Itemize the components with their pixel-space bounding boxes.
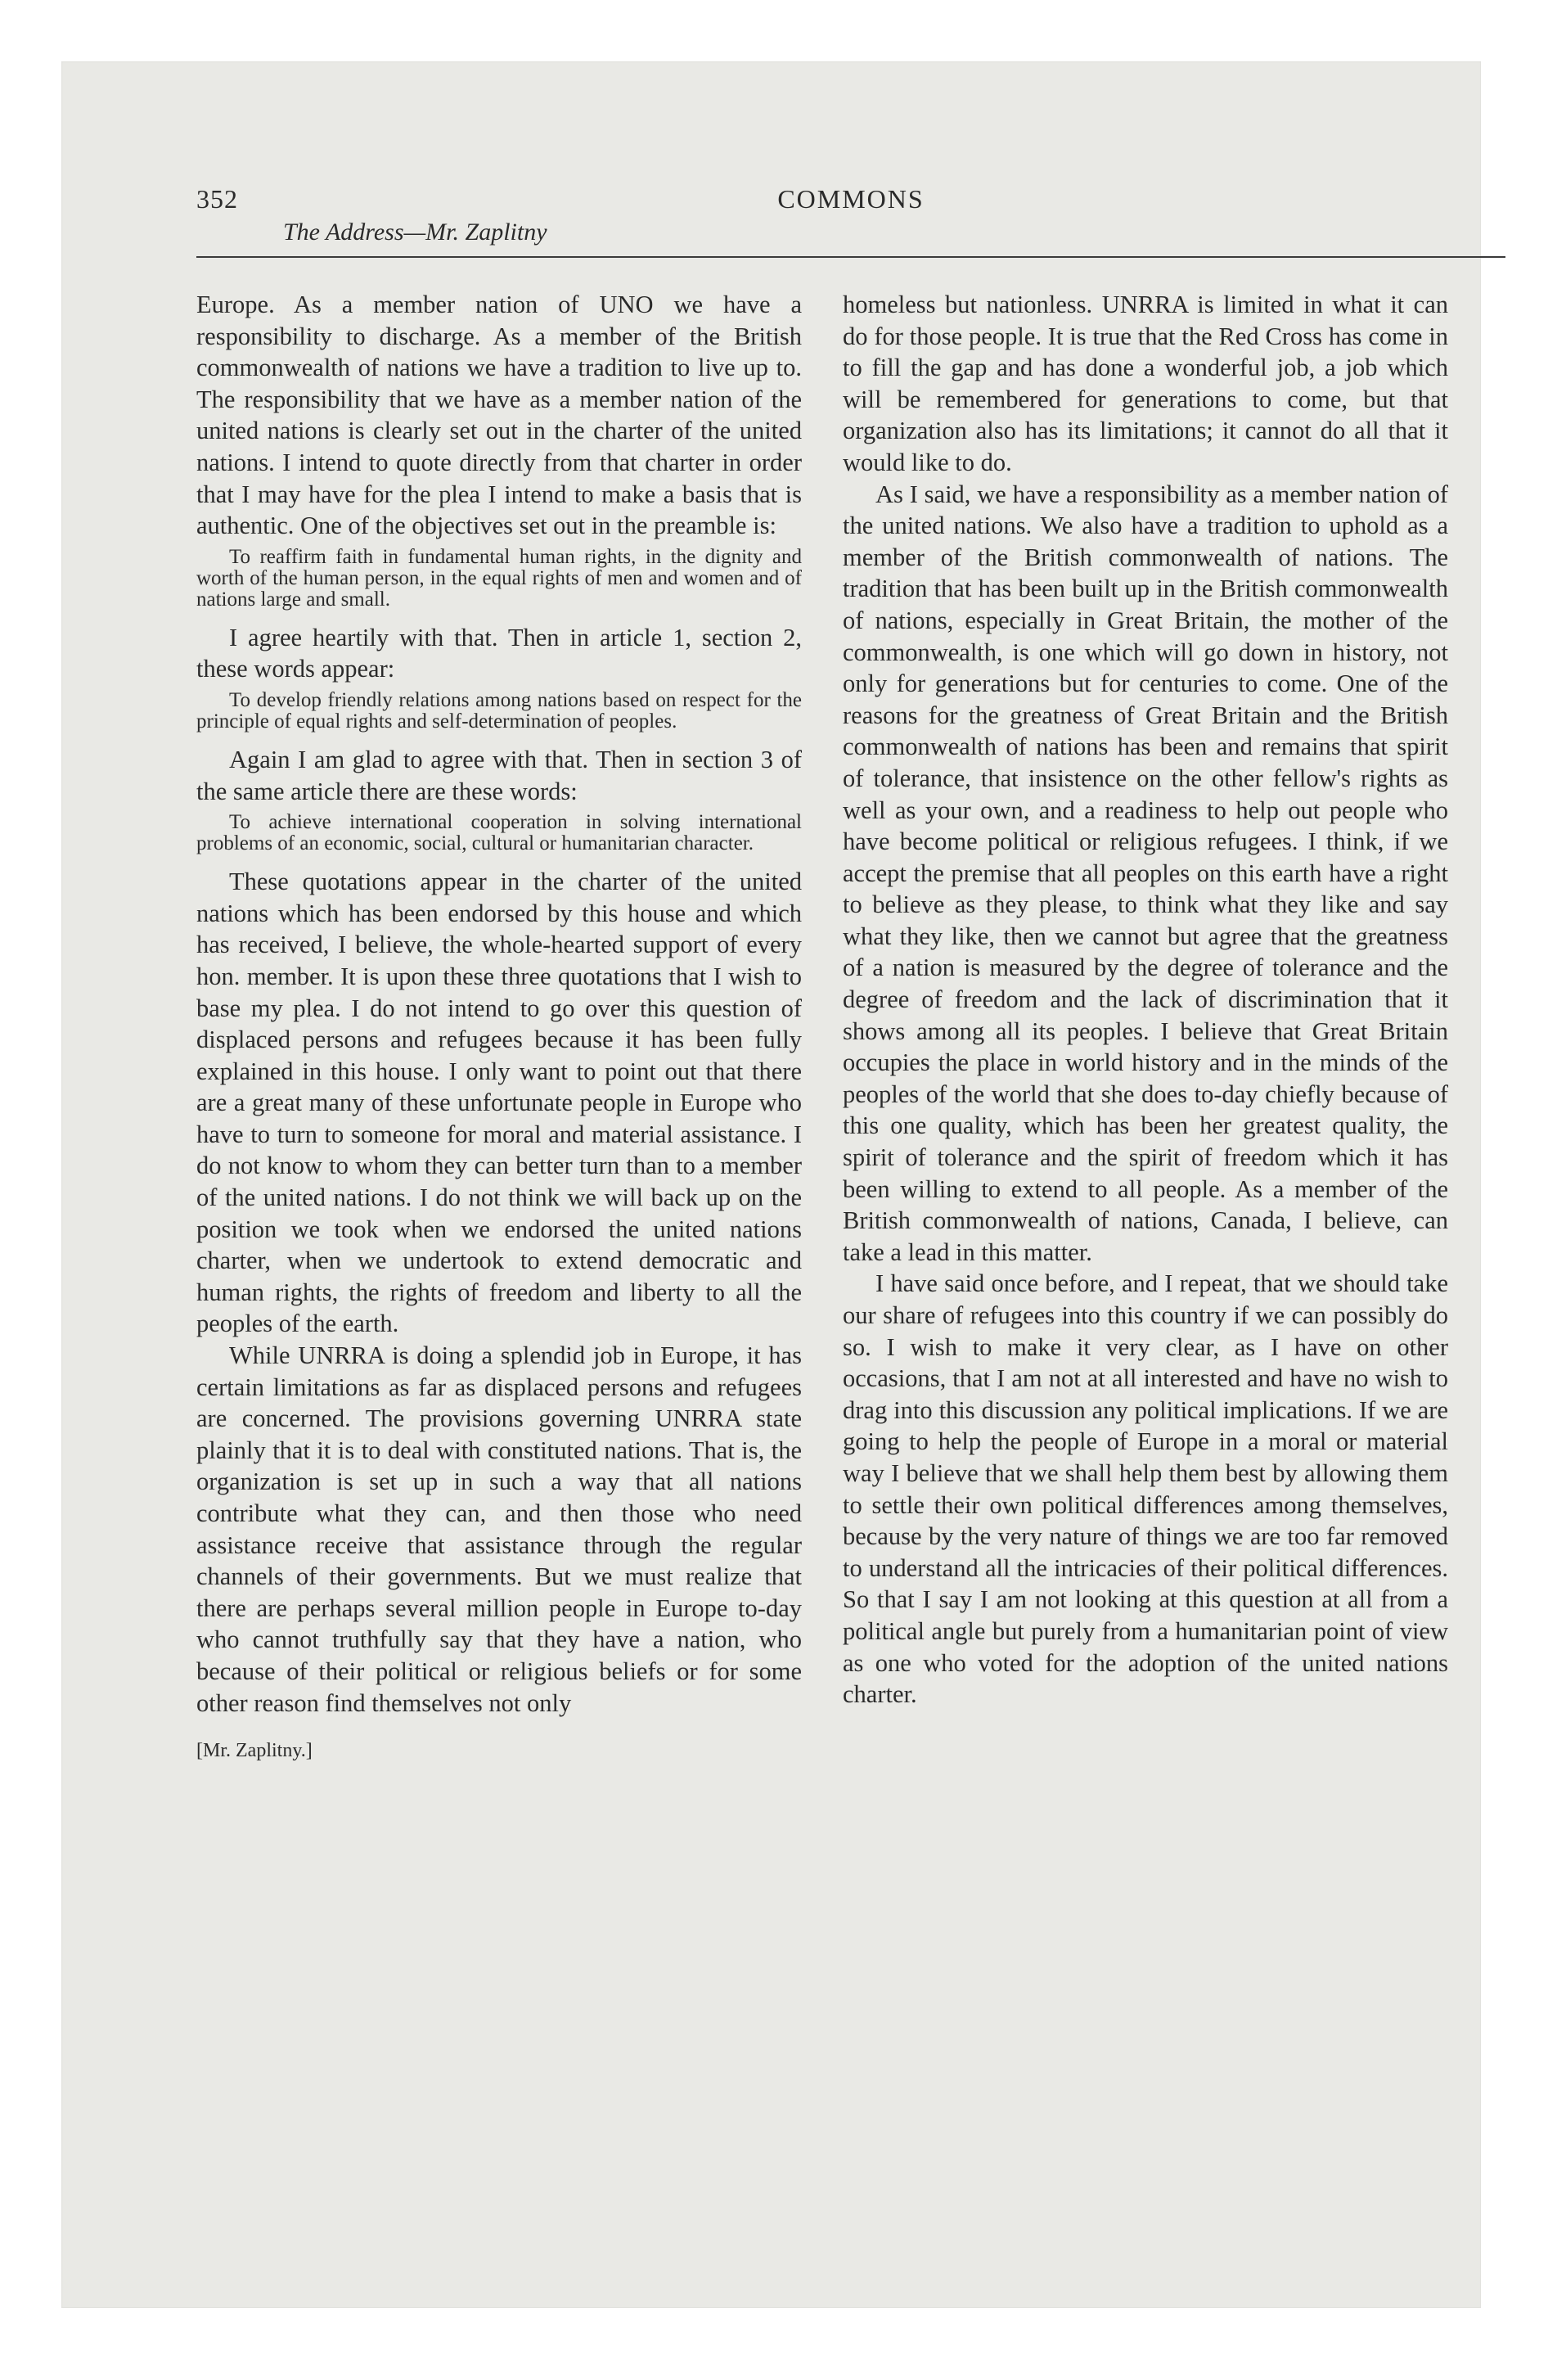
- speaker-signature: [Mr. Zaplitny.]: [196, 1740, 313, 1762]
- paragraph: These quotations appear in the charter of the united nations which has been endorsed by this house and which has received, I believe, the whole-hearted support of every hon. member. It is upon these three quotations that I wish to base my plea. I do not intend to go over this question of displaced persons and refugees because it has been fully explained in this house. I only want to point out that there are a great many of these unfortunate people in Europe who have to turn to someone for moral and material assistance. I do not know to whom they can better turn than to a member of the united nations. I do not think we will back up on the position we took when we endorsed the united nations charter, when we undertook to extend democratic and human rights, the rights of freedom and liberty to all the peoples of the earth.: [196, 868, 802, 1338]
- paragraph: As I said, we have a responsibility as a member nation of the united nations. We also have a tradition to uphold as a member of the British commonwealth of nations. The tradition that has been built up in the British commonwealth of nations, especially in Great Britain, the mother of the commonwealth, is one which will go down in history, not only for generations but for centuries to come. One of the reasons for the greatness of Great Britain and the British commonwealth of nations has been and remains that spirit of tolerance, that insistence on the other fellow's rights as well as your own, and a readiness to help out people who have become political or religious refugees. I think, if we accept the premise that all peoples on this earth have a right to believe as they please, to think what they like and say what they like, then we cannot but agree that the greatness of a nation is measured by the degree of tolerance and the degree of freedom and the lack of discrimination that it shows among all its peoples. I believe that Great Britain occupies the place in world history and in the minds of the peoples of the world that she does to-day chiefly because of this one quality, which has been her greatest quality, the spirit of tolerance and the spirit of freedom which it has been willing to extend to all people. As a member of the British commonwealth of nations, Canada, I believe, can take a lead in this matter.: [843, 480, 1448, 1266]
- running-title: COMMONS: [777, 184, 925, 214]
- block-quote: To achieve international cooperation in solving international problems of an economic, social, cultural or humanitarian character.: [196, 811, 802, 855]
- page-number: 352: [196, 184, 238, 214]
- left-column: [196, 289, 802, 1767]
- document-page: [196, 184, 1505, 2312]
- block-quote: To reaffirm faith in fundamental human rights, in the dignity and worth of the human person, in the equal rights of men and women and of nations large and small.: [196, 545, 802, 611]
- paragraph: Again I am glad to agree with that. Then in section 3 of the same article there are these words:: [196, 745, 802, 805]
- block-quote: To develop friendly relations among nations based on respect for the principle of equal rights and self-determination of peoples.: [196, 688, 802, 732]
- page-header: [196, 184, 1505, 258]
- scanned-page: [61, 61, 1481, 2308]
- right-column: [843, 289, 1448, 1711]
- paragraph: I agree heartily with that. Then in article 1, section 2, these words appear:: [196, 623, 802, 683]
- header-rule: [196, 256, 1505, 258]
- header-subtitle: The Address—Mr. Zaplitny: [283, 219, 547, 246]
- paragraph: I have said once before, and I repeat, that we should take our share of refugees into this country if we can possibly do so. I wish to make it very clear, as I have on other occasions, that I am not at all interested and have no wish to drag into this discussion any political implications. If we are going to help the people of Europe in a moral or material way I believe that we shall help them best by allowing them to settle their own political differences among themselves, because by the very nature of things we are too far removed to understand all the intricacies of their political differences. So that I say I am not looking at this question at all from a political angle but purely from a humanitarian point of view as one who voted for the adoption of the united nations charter.: [843, 1269, 1448, 1709]
- paragraph: homeless but nationless. UNRRA is limited in what it can do for those people. It is true that the Red Cross has come in to fill the gap and has done a wonderful job, a job which will be remembered for generations to come, but that organization also has its limitations; it cannot do all that it would like to do.: [843, 291, 1448, 476]
- paragraph: While UNRRA is doing a splendid job in Europe, it has certain limitations as far as displaced persons and refugees are concerned. The provisions governing UNRRA state plainly that it is to deal with constituted nations. That is, the organization is set up in such a way that all nations contribute what they can, and then those who need assistance receive that assistance through the regular channels of their governments. But we must realize that there are perhaps several million people in Europe to-day who cannot truthfully say that they have a nation, who because of their political or religious beliefs or for some other reason find themselves not only: [196, 1341, 802, 1717]
- paragraph: Europe. As a member nation of UNO we have a responsibility to discharge. As a member of the British commonwealth of nations we have a tradition to live up to. The responsibility that we have as a member nation of the united nations is clearly set out in the charter of the united nations. I intend to quote directly from that charter in order that I may have for the plea I intend to make a basis that is authentic. One of the objectives set out in the preamble is:: [196, 291, 802, 540]
